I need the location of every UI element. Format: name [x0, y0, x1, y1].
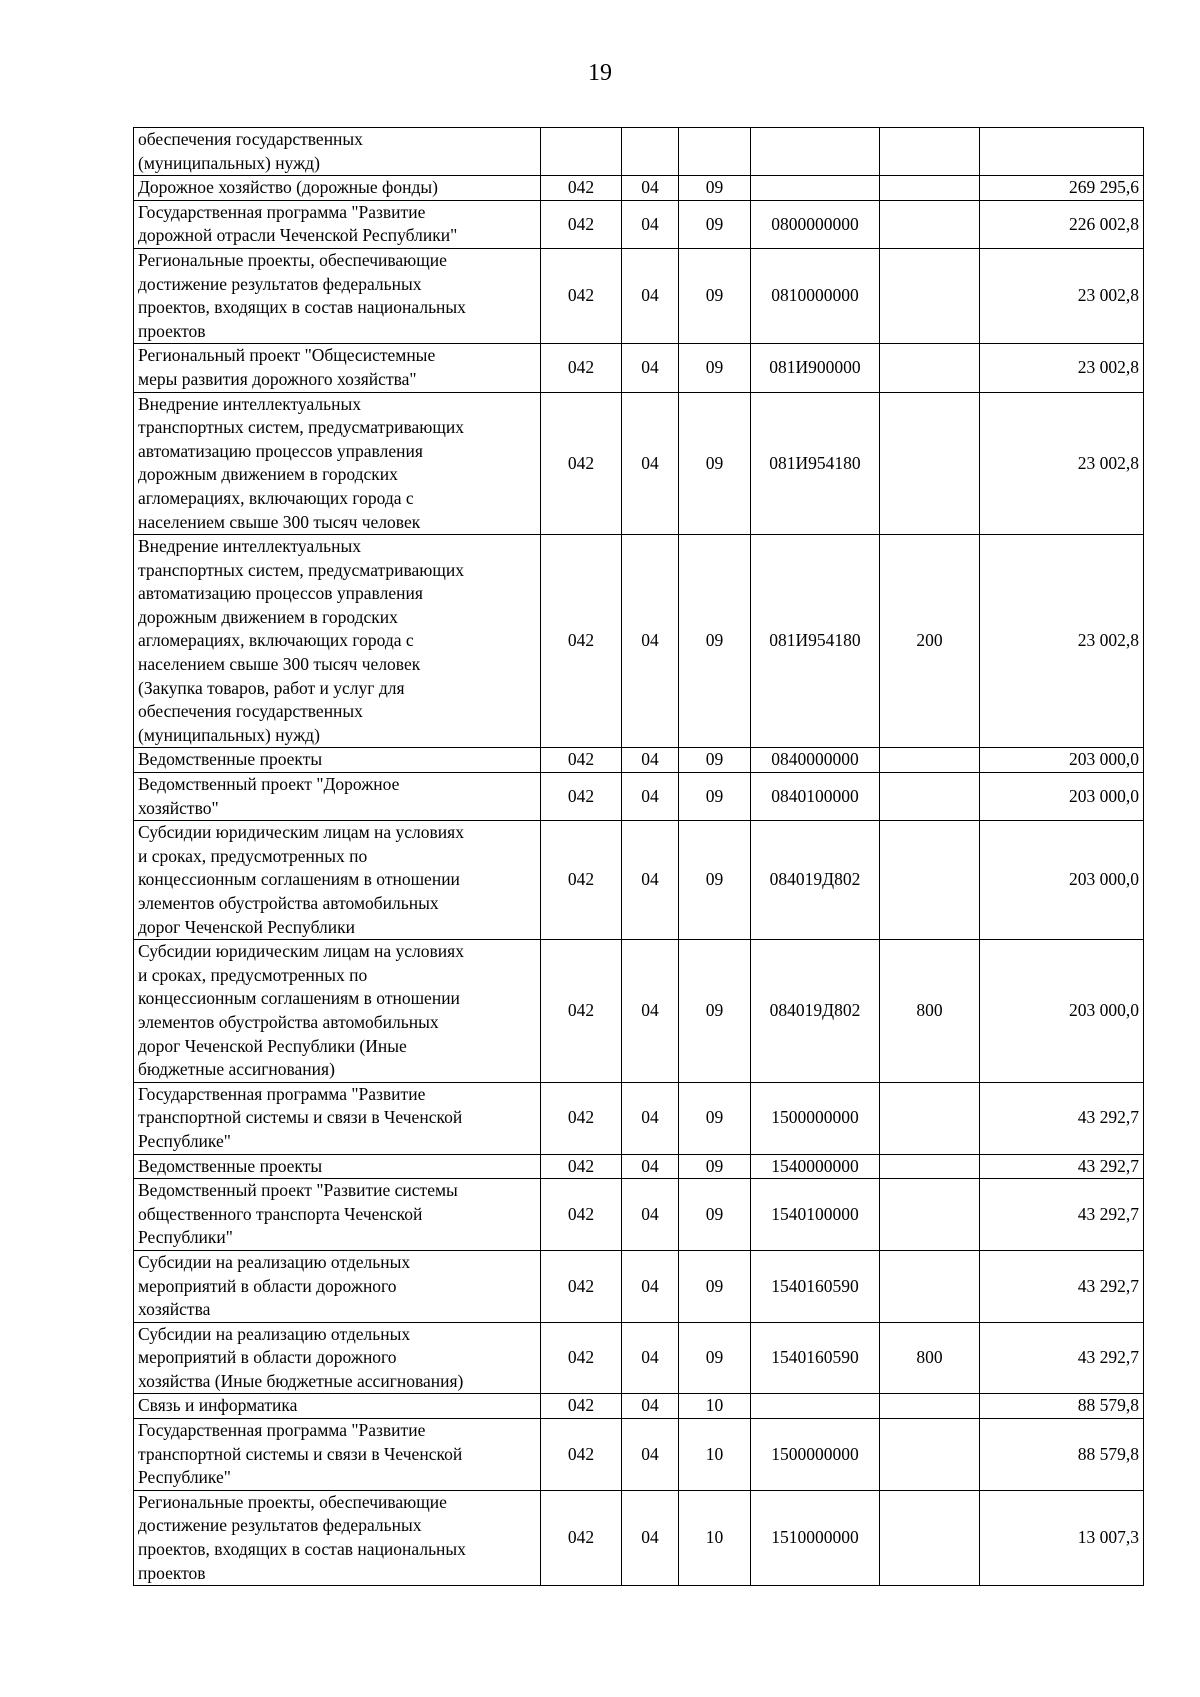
target-article-cell: 081И954180 — [751, 392, 880, 535]
table-row — [134, 748, 1144, 773]
section-code-cell: 04 — [622, 1082, 679, 1154]
target-article-cell: 0840000000 — [751, 748, 880, 773]
admin-code-cell: 042 — [541, 940, 622, 1083]
item-name-cell: Субсидии юридическим лицам на условиях и сроках, предусмотренных по концессионным соглашениям в отношении элементов обустройства автомобильных дорог Чеченской Республики — [134, 821, 541, 940]
admin-code-cell: 042 — [541, 773, 622, 821]
table-row — [134, 1154, 1144, 1179]
admin-code-cell: 042 — [541, 344, 622, 392]
table-body — [134, 128, 1144, 1586]
expense-type-cell: 800 — [880, 1322, 980, 1394]
expense-type-cell — [880, 1394, 980, 1419]
subsection-code-cell: 09 — [679, 940, 751, 1083]
amount-cell: 226 002,8 — [980, 200, 1144, 248]
subsection-code-cell: 09 — [679, 248, 751, 343]
section-code-cell: 04 — [622, 1322, 679, 1394]
subsection-code-cell: 09 — [679, 1322, 751, 1394]
target-article-cell: 0810000000 — [751, 248, 880, 343]
item-name-cell: Государственная программа "Развитие дорожной отрасли Чеченской Республики" — [134, 200, 541, 248]
subsection-code-cell: 09 — [679, 200, 751, 248]
target-article-cell: 081И900000 — [751, 344, 880, 392]
item-name-cell: Ведомственный проект "Развитие системы общественного транспорта Чеченской Республики" — [134, 1179, 541, 1251]
item-name-cell: Региональные проекты, обеспечивающие достижение результатов федеральных проектов, входящих в состав национальных проектов — [134, 248, 541, 343]
table-row — [134, 176, 1144, 201]
expense-type-cell — [880, 1179, 980, 1251]
admin-code-cell: 042 — [541, 200, 622, 248]
table-row — [134, 1394, 1144, 1419]
table-row — [134, 940, 1144, 1083]
item-name-cell: Внедрение интеллектуальных транспортных систем, предусматривающих автоматизацию процессов управления дорожным движением в городских агломерациях, включающих города с населением свыше 300 тысяч человек (Закупка товаров, работ и услуг для обеспечения государственных (муниципальных) нужд) — [134, 535, 541, 748]
section-code-cell: 04 — [622, 1419, 679, 1491]
item-name-cell: Субсидии на реализацию отдельных мероприятий в области дорожного хозяйства (Иные бюджетные ассигнования) — [134, 1322, 541, 1394]
amount-cell: 269 295,6 — [980, 176, 1144, 201]
section-code-cell: 04 — [622, 1179, 679, 1251]
item-name-cell: Субсидии на реализацию отдельных мероприятий в области дорожного хозяйства — [134, 1250, 541, 1322]
target-article-cell — [751, 1394, 880, 1419]
item-name-cell: Дорожное хозяйство (дорожные фонды) — [134, 176, 541, 201]
subsection-code-cell: 09 — [679, 1082, 751, 1154]
item-name-cell: Государственная программа "Развитие транспортной системы и связи в Чеченской Республике" — [134, 1082, 541, 1154]
item-name-cell: Внедрение интеллектуальных транспортных систем, предусматривающих автоматизацию процессов управления дорожным движением в городских агломерациях, включающих города с населением свыше 300 тысяч человек — [134, 392, 541, 535]
target-article-cell: 1540160590 — [751, 1250, 880, 1322]
item-name-cell: Связь и информатика — [134, 1394, 541, 1419]
table-row — [134, 1082, 1144, 1154]
subsection-code-cell: 10 — [679, 1490, 751, 1585]
amount-cell: 23 002,8 — [980, 248, 1144, 343]
amount-cell: 203 000,0 — [980, 773, 1144, 821]
table-row — [134, 248, 1144, 343]
admin-code-cell: 042 — [541, 821, 622, 940]
subsection-code-cell — [679, 128, 751, 176]
admin-code-cell: 042 — [541, 392, 622, 535]
target-article-cell: 1540160590 — [751, 1322, 880, 1394]
item-name-cell: Государственная программа "Развитие транспортной системы и связи в Чеченской Республике" — [134, 1419, 541, 1491]
table-row — [134, 773, 1144, 821]
amount-cell: 88 579,8 — [980, 1419, 1144, 1491]
amount-cell: 23 002,8 — [980, 344, 1144, 392]
admin-code-cell: 042 — [541, 535, 622, 748]
amount-cell: 23 002,8 — [980, 535, 1144, 748]
section-code-cell: 04 — [622, 535, 679, 748]
target-article-cell: 084019Д802 — [751, 940, 880, 1083]
expense-type-cell — [880, 748, 980, 773]
expense-type-cell — [880, 1490, 980, 1585]
amount-cell: 43 292,7 — [980, 1250, 1144, 1322]
admin-code-cell: 042 — [541, 1179, 622, 1251]
amount-cell: 43 292,7 — [980, 1322, 1144, 1394]
subsection-code-cell: 09 — [679, 176, 751, 201]
table-row — [134, 821, 1144, 940]
subsection-code-cell: 09 — [679, 535, 751, 748]
item-name-cell: Ведомственные проекты — [134, 748, 541, 773]
table-row — [134, 535, 1144, 748]
subsection-code-cell: 09 — [679, 1154, 751, 1179]
amount-cell: 23 002,8 — [980, 392, 1144, 535]
table-row — [134, 1179, 1144, 1251]
admin-code-cell: 042 — [541, 176, 622, 201]
expense-type-cell — [880, 200, 980, 248]
section-code-cell: 04 — [622, 1490, 679, 1585]
item-name-cell: Субсидии юридическим лицам на условиях и сроках, предусмотренных по концессионным соглашениям в отношении элементов обустройства автомобильных дорог Чеченской Республики (Иные бюджетные ассигнования) — [134, 940, 541, 1083]
section-code-cell: 04 — [622, 1394, 679, 1419]
expense-type-cell — [880, 1082, 980, 1154]
target-article-cell: 1540100000 — [751, 1179, 880, 1251]
admin-code-cell — [541, 128, 622, 176]
target-article-cell: 1500000000 — [751, 1082, 880, 1154]
expense-type-cell: 200 — [880, 535, 980, 748]
table-row — [134, 1322, 1144, 1394]
expense-type-cell — [880, 1419, 980, 1491]
target-article-cell: 1500000000 — [751, 1419, 880, 1491]
target-article-cell: 1540000000 — [751, 1154, 880, 1179]
section-code-cell: 04 — [622, 1154, 679, 1179]
item-name-cell: Региональный проект "Общесистемные меры развития дорожного хозяйства" — [134, 344, 541, 392]
subsection-code-cell: 09 — [679, 392, 751, 535]
target-article-cell: 0840100000 — [751, 773, 880, 821]
admin-code-cell: 042 — [541, 1250, 622, 1322]
admin-code-cell: 042 — [541, 1082, 622, 1154]
page-number: 19 — [588, 60, 612, 86]
amount-cell: 88 579,8 — [980, 1394, 1144, 1419]
section-code-cell: 04 — [622, 1250, 679, 1322]
amount-cell: 43 292,7 — [980, 1082, 1144, 1154]
table-row — [134, 128, 1144, 176]
subsection-code-cell: 09 — [679, 1250, 751, 1322]
amount-cell: 13 007,3 — [980, 1490, 1144, 1585]
section-code-cell: 04 — [622, 200, 679, 248]
section-code-cell: 04 — [622, 821, 679, 940]
expense-type-cell — [880, 176, 980, 201]
admin-code-cell: 042 — [541, 748, 622, 773]
amount-cell: 203 000,0 — [980, 748, 1144, 773]
target-article-cell — [751, 128, 880, 176]
expense-type-cell — [880, 1250, 980, 1322]
admin-code-cell: 042 — [541, 1154, 622, 1179]
expense-type-cell — [880, 344, 980, 392]
subsection-code-cell: 10 — [679, 1419, 751, 1491]
expense-type-cell: 800 — [880, 940, 980, 1083]
subsection-code-cell: 09 — [679, 748, 751, 773]
section-code-cell: 04 — [622, 176, 679, 201]
section-code-cell — [622, 128, 679, 176]
expense-type-cell — [880, 773, 980, 821]
item-name-cell: Ведомственный проект "Дорожное хозяйство" — [134, 773, 541, 821]
subsection-code-cell: 10 — [679, 1394, 751, 1419]
section-code-cell: 04 — [622, 248, 679, 343]
section-code-cell: 04 — [622, 748, 679, 773]
expense-type-cell — [880, 248, 980, 343]
target-article-cell: 084019Д802 — [751, 821, 880, 940]
section-code-cell: 04 — [622, 940, 679, 1083]
admin-code-cell: 042 — [541, 248, 622, 343]
amount-cell: 43 292,7 — [980, 1179, 1144, 1251]
table-row — [134, 1250, 1144, 1322]
expense-type-cell — [880, 392, 980, 535]
table-row — [134, 392, 1144, 535]
expense-type-cell — [880, 128, 980, 176]
item-name-cell: Региональные проекты, обеспечивающие достижение результатов федеральных проектов, входящих в состав национальных проектов — [134, 1490, 541, 1585]
admin-code-cell: 042 — [541, 1322, 622, 1394]
expense-type-cell — [880, 821, 980, 940]
table-row — [134, 200, 1144, 248]
expense-type-cell — [880, 1154, 980, 1179]
amount-cell: 203 000,0 — [980, 821, 1144, 940]
section-code-cell: 04 — [622, 773, 679, 821]
subsection-code-cell: 09 — [679, 773, 751, 821]
admin-code-cell: 042 — [541, 1490, 622, 1585]
section-code-cell: 04 — [622, 344, 679, 392]
admin-code-cell: 042 — [541, 1419, 622, 1491]
subsection-code-cell: 09 — [679, 821, 751, 940]
subsection-code-cell: 09 — [679, 344, 751, 392]
amount-cell — [980, 128, 1144, 176]
target-article-cell — [751, 176, 880, 201]
table-row — [134, 1490, 1144, 1585]
subsection-code-cell: 09 — [679, 1179, 751, 1251]
section-code-cell: 04 — [622, 392, 679, 535]
budget-table — [133, 127, 1144, 1586]
table-row — [134, 1419, 1144, 1491]
amount-cell: 203 000,0 — [980, 940, 1144, 1083]
item-name-cell: Ведомственные проекты — [134, 1154, 541, 1179]
admin-code-cell: 042 — [541, 1394, 622, 1419]
target-article-cell: 0800000000 — [751, 200, 880, 248]
table-row — [134, 344, 1144, 392]
target-article-cell: 1510000000 — [751, 1490, 880, 1585]
item-name-cell: обеспечения государственных (муниципальных) нужд) — [134, 128, 541, 176]
amount-cell: 43 292,7 — [980, 1154, 1144, 1179]
target-article-cell: 081И954180 — [751, 535, 880, 748]
